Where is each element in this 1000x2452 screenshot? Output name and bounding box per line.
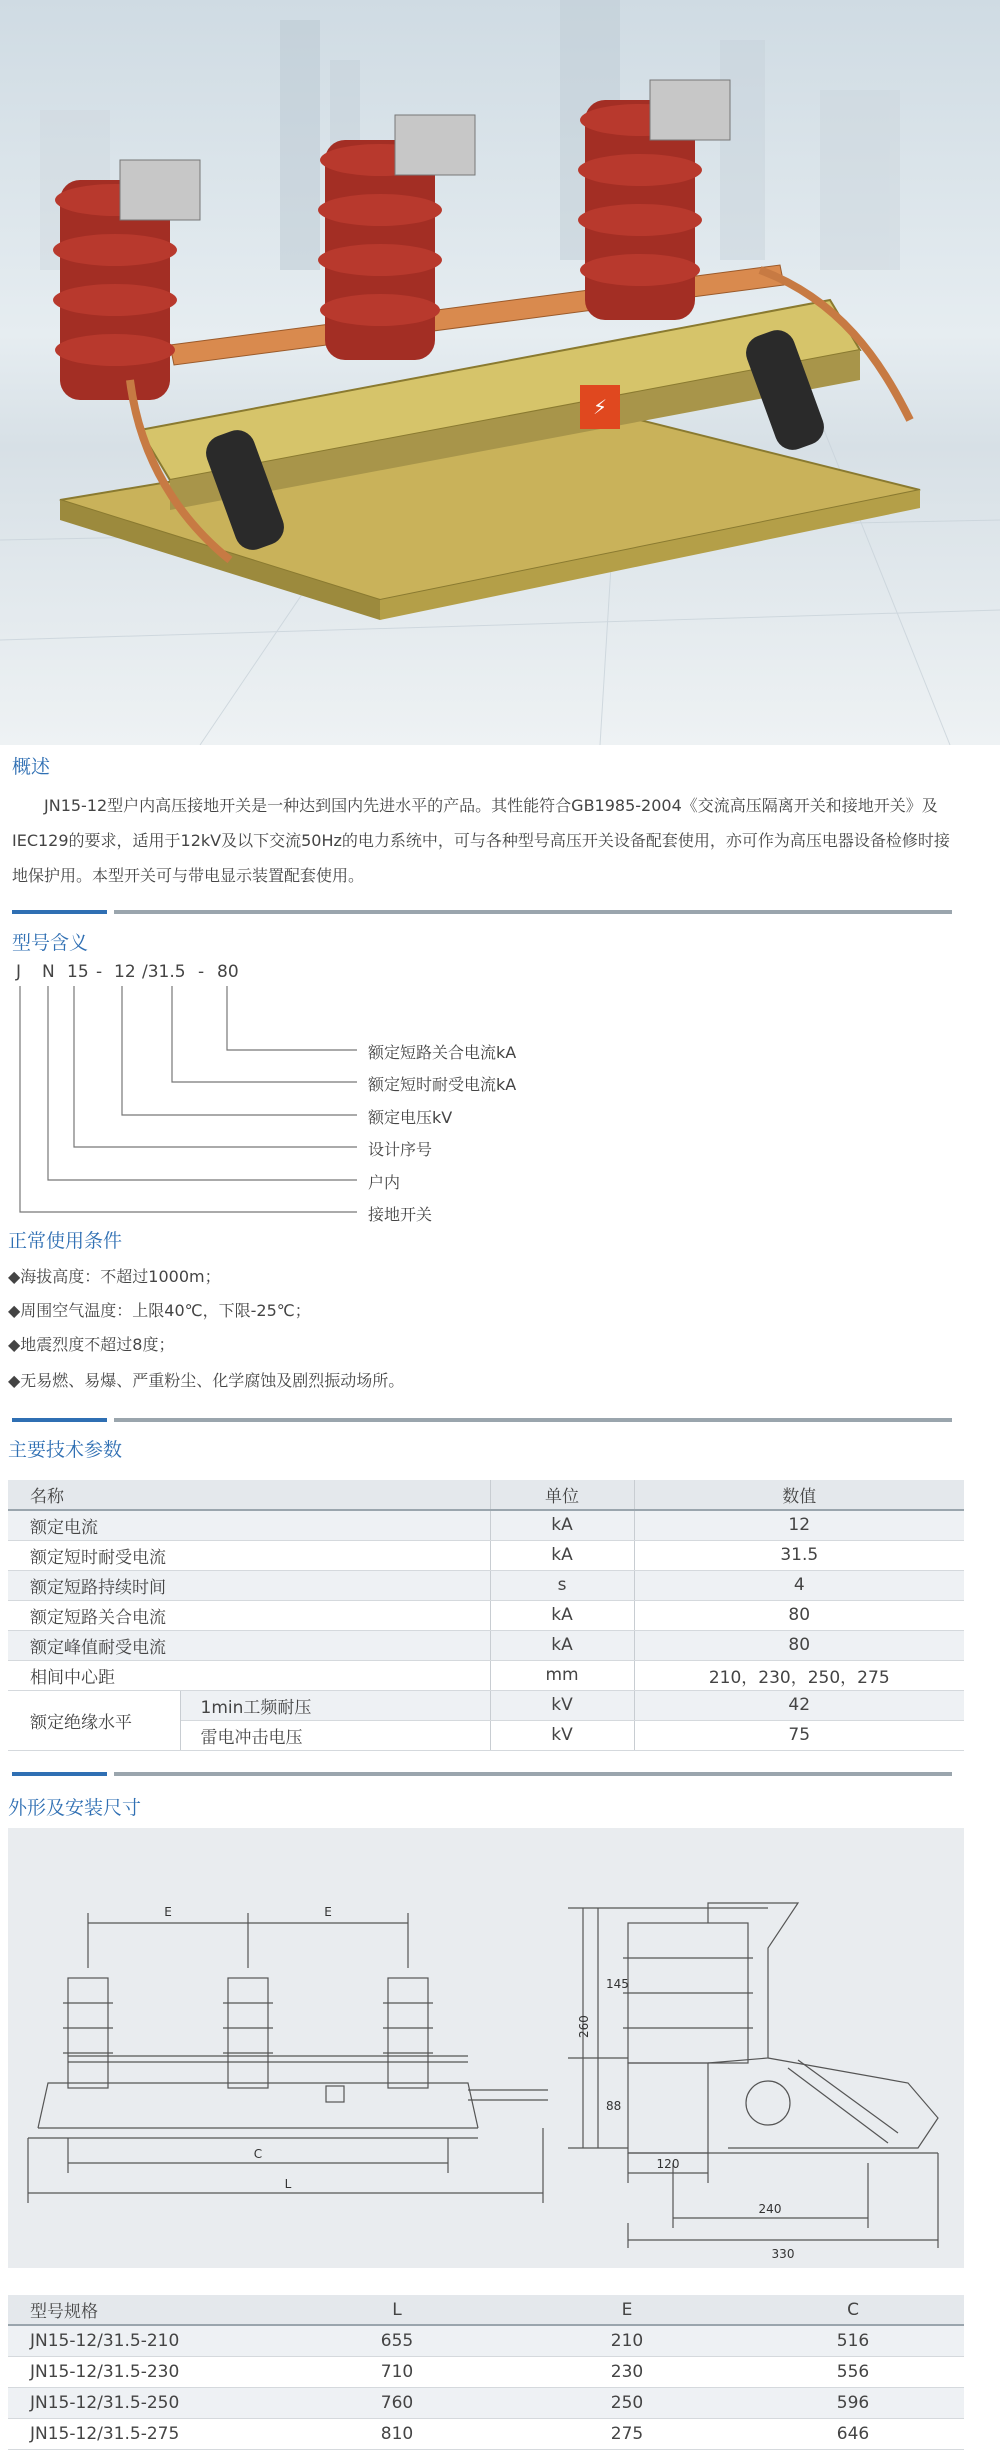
dim-model: JN15-12/31.5-275 — [8, 2418, 282, 2449]
header-unit: 单位 — [490, 1480, 634, 1510]
code-part: N — [42, 962, 55, 982]
code-part: J — [16, 962, 22, 982]
condition-item: ◆海拔高度：不超过1000m； — [8, 1267, 221, 1286]
table-row — [8, 1570, 964, 1600]
table-row — [8, 2418, 964, 2449]
code-meaning: 额定电压kV — [368, 1108, 453, 1127]
param-unit: s — [490, 1570, 634, 1600]
code-meaning: 接地开关 — [368, 1205, 433, 1224]
code-part: 12 — [114, 962, 136, 982]
dim-c: 596 — [742, 2387, 964, 2418]
param-name: 额定短路关合电流 — [8, 1600, 490, 1630]
dim-e: 230 — [512, 2356, 742, 2387]
dim-label-330: 330 — [771, 2247, 795, 2261]
table-row — [8, 2387, 964, 2418]
code-part: 80 — [217, 962, 239, 982]
section-divider — [12, 1772, 952, 1776]
dim-label-e1: E — [164, 1905, 172, 1919]
section-divider — [12, 1418, 952, 1422]
dim-model: JN15-12/31.5-210 — [8, 2325, 282, 2356]
param-unit: kV — [490, 1720, 634, 1750]
condition-item: ◆无易燃、易爆、严重粉尘、化学腐蚀及剧烈振动场所。 — [8, 1371, 405, 1390]
param-sub-name: 雷电冲击电压 — [180, 1720, 490, 1750]
param-value: 42 — [634, 1690, 964, 1720]
conditions-title: 正常使用条件 — [8, 1230, 123, 1252]
dimension-drawing — [8, 1828, 964, 2268]
dim-label-c: C — [253, 2147, 263, 2161]
svg-text:⚡: ⚡ — [592, 395, 608, 419]
code-meaning: 户内 — [368, 1173, 401, 1192]
dim-label-e2: E — [324, 1905, 332, 1919]
table-row — [8, 1510, 964, 1540]
code-part: - — [198, 962, 205, 982]
param-unit: kA — [490, 1540, 634, 1570]
table-row — [8, 1540, 964, 1570]
param-value: 12 — [634, 1510, 964, 1540]
table-row — [8, 2356, 964, 2387]
dim-label-240: 240 — [758, 2202, 782, 2216]
dim-e: 250 — [512, 2387, 742, 2418]
code-part: /31.5 — [142, 962, 186, 982]
product-photo — [0, 0, 1000, 745]
header-e: E — [512, 2295, 742, 2325]
param-value: 80 — [634, 1600, 964, 1630]
dim-l: 655 — [282, 2325, 512, 2356]
dim-c: 556 — [742, 2356, 964, 2387]
param-value: 4 — [634, 1570, 964, 1600]
dim-l: 810 — [282, 2418, 512, 2449]
dim-label-260: 260 — [577, 2015, 591, 2038]
param-unit: kV — [490, 1690, 634, 1720]
header-name: 名称 — [8, 1480, 490, 1510]
table-row — [8, 2325, 964, 2356]
dim-label-120: 120 — [656, 2157, 680, 2171]
param-unit: mm — [490, 1660, 634, 1690]
dim-c: 516 — [742, 2325, 964, 2356]
dim-label-l: L — [284, 2177, 292, 2191]
param-unit: kA — [490, 1630, 634, 1660]
table-row — [8, 1690, 964, 1720]
code-part: 15 — [67, 962, 89, 982]
dim-l: 710 — [282, 2356, 512, 2387]
dim-model: JN15-12/31.5-230 — [8, 2356, 282, 2387]
dim-label-145: 145 — [606, 1977, 629, 1991]
param-name: 额定电流 — [8, 1510, 490, 1540]
param-unit: kA — [490, 1600, 634, 1630]
model-code-diagram — [12, 962, 612, 1222]
code-meaning: 额定短时耐受电流kA — [368, 1075, 517, 1094]
code-meaning: 额定短路关合电流kA — [368, 1043, 517, 1062]
dimensions-table — [8, 2295, 964, 2450]
dimensions-title: 外形及安装尺寸 — [8, 1797, 142, 1819]
condition-item: ◆地震烈度不超过8度； — [8, 1335, 175, 1354]
overview-title: 概述 — [12, 756, 51, 778]
model-title: 型号含义 — [12, 932, 89, 954]
param-name: 额定绝缘水平 — [8, 1690, 180, 1750]
param-name: 相间中心距 — [8, 1660, 490, 1690]
param-unit: kA — [490, 1510, 634, 1540]
param-value: 75 — [634, 1720, 964, 1750]
table-row — [8, 1630, 964, 1660]
overview-text: JN15-12型户内高压接地开关是一种达到国内先进水平的产品。其性能符合GB1985-2004《交流高压隔离开关和接地开关》及IEC129的要求，适用于12kV及以下交流50Hz的电力系统中，可与各种型号高压开关设备配套使用，亦可作为高压电器设备检修时接地保护用。本型开关可与带电显示装置配套使用。 — [12, 796, 950, 885]
dim-c: 646 — [742, 2418, 964, 2449]
condition-item: ◆周围空气温度：上限40℃，下限-25℃； — [8, 1301, 311, 1320]
dim-label-88: 88 — [606, 2099, 622, 2113]
code-meaning: 设计序号 — [368, 1140, 433, 1159]
params-title: 主要技术参数 — [8, 1439, 123, 1461]
model-leader-lines — [12, 962, 612, 1222]
code-part: - — [96, 962, 103, 982]
header-value: 数值 — [634, 1480, 964, 1510]
header-c: C — [742, 2295, 964, 2325]
dim-model: JN15-12/31.5-250 — [8, 2387, 282, 2418]
table-row — [8, 1660, 964, 1690]
param-value: 31.5 — [634, 1540, 964, 1570]
dim-e: 275 — [512, 2418, 742, 2449]
header-l: L — [282, 2295, 512, 2325]
dim-e: 210 — [512, 2325, 742, 2356]
param-value: 210，230，250，275 — [634, 1660, 964, 1690]
table-row — [8, 1600, 964, 1630]
dim-l: 760 — [282, 2387, 512, 2418]
param-sub-name: 1min工频耐压 — [180, 1690, 490, 1720]
param-name: 额定峰值耐受电流 — [8, 1630, 490, 1660]
section-divider — [12, 910, 952, 914]
param-name: 额定短路持续时间 — [8, 1570, 490, 1600]
param-name: 额定短时耐受电流 — [8, 1540, 490, 1570]
header-model: 型号规格 — [8, 2295, 282, 2325]
param-value: 80 — [634, 1630, 964, 1660]
params-table — [8, 1480, 964, 1751]
